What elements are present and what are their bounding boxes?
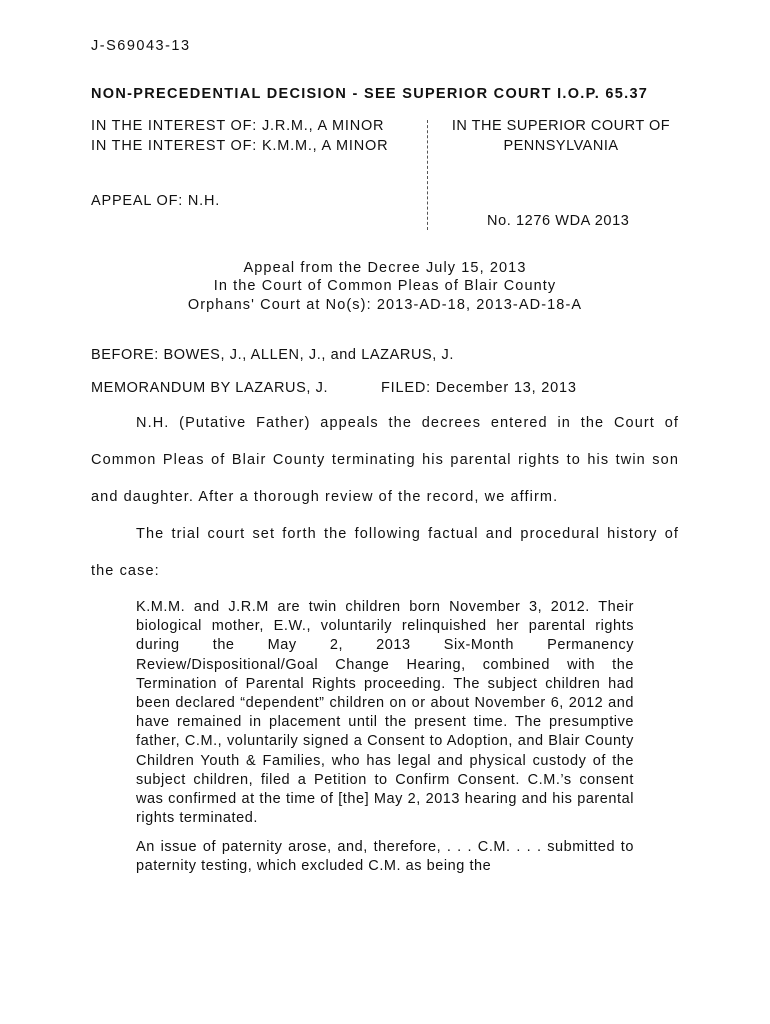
opening-paragraph: N.H. (Putative Father) appeals the decrees entered in the Court of Common Pleas of Blair County terminating his parental rights to his twin son and daughter. After a thorough review of the record, we affirm. (91, 415, 679, 505)
caption-divider (427, 120, 428, 230)
filed-date: FILED: December 13, 2013 (381, 380, 577, 396)
panel-before: BEFORE: BOWES, J., ALLEN, J., and LAZARUS, J. (91, 347, 455, 363)
case-number: No. 1276 WDA 2013 (487, 213, 630, 229)
block-quote-facts: K.M.M. and J.R.M are twin children born November 3, 2012. Their biological mother, E.W., voluntarily relinquished her parental rights during the May 2, 2013 Six-Month Permanency Review/Dispositional/Goal Change Hearing, combined with the Termination of Parental Rights proceeding. The subject children had been declared “dependent” children on or about November 6, 2012 and have remained in placement until the present time. The presumptive father, C.M., voluntarily signed a Consent to Adoption, and Blair County Children Youth & Families, who has legal and physical custody of the subject children, filed a Petition to Confirm Consent. C.M.’s consent was confirmed at the time of [the] May 2, 2013 hearing and his parental rights terminated. (136, 599, 634, 827)
appeal-from-line: Appeal from the Decree July 15, 2013 (243, 260, 527, 276)
docket-number: J-S69043-13 (91, 38, 191, 54)
court-name-line1: IN THE SUPERIOR COURT OF (451, 118, 671, 134)
caption-appeal-of: APPEAL OF: N.H. (91, 193, 221, 209)
non-precedential-banner: NON-PRECEDENTIAL DECISION - SEE SUPERIOR COURT I.O.P. 65.37 (91, 86, 649, 102)
block-quote-paternity: An issue of paternity arose, and, therefore, . . . C.M. . . . submitted to paternity testing, which excluded C.M. as being the (136, 839, 634, 875)
memorandum-author: MEMORANDUM BY LAZARUS, J. (91, 380, 329, 396)
court-name-line2: PENNSYLVANIA (503, 138, 619, 154)
appeal-court-line: In the Court of Common Pleas of Blair County (213, 278, 557, 294)
history-intro-paragraph: The trial court set forth the following factual and procedural history of the case: (91, 526, 679, 579)
appeal-docket-line: Orphans' Court at No(s): 2013-AD-18, 2013-AD-18-A (187, 297, 583, 313)
caption-interest-jrm: IN THE INTEREST OF: J.R.M., A MINOR (91, 118, 385, 134)
caption-interest-kmm: IN THE INTEREST OF: K.M.M., A MINOR (91, 138, 389, 154)
